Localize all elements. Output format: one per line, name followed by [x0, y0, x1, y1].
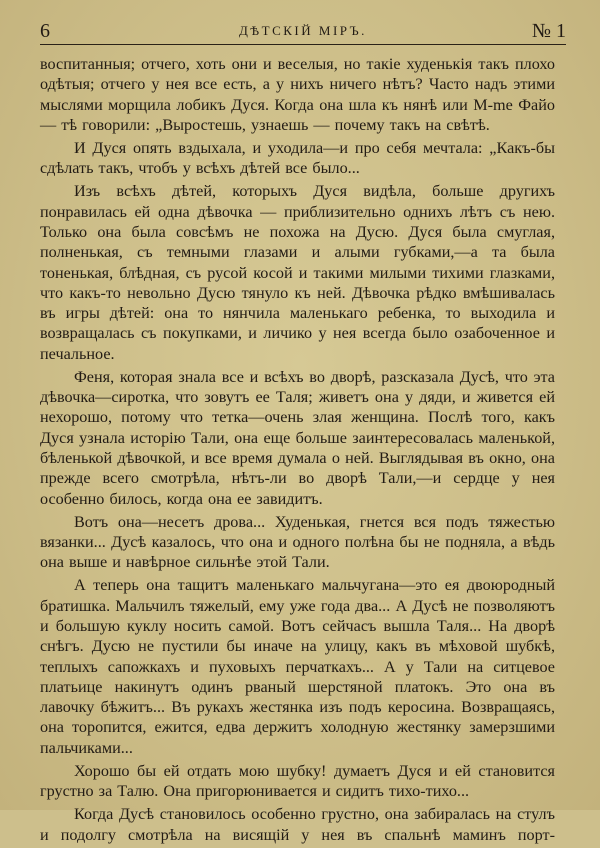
paragraph: Феня, которая знала все и всѣхъ во дворѣ, разсказала Дусѣ, что эта дѣвочка—сиротка, что зовутъ ее Таля; живетъ она у дяди, и живется ей нехорошо, потому что тетка—очень злая женщина. Послѣ того, какъ Дуся узнала исторію Тали, она еще больше заинтересовалась маленькой, бѣленькой дѣвочкой, и все время думала о ней. Выглядывая въ окно, она прежде всего смотрѣла, нѣтъ-ли во дворѣ Тали,—и сердце у нея особенно билось, когда она ее завидитъ. [40, 367, 555, 508]
paragraph: А теперь она тащитъ маленькаго мальчугана—это ея двоюродный братишка. Мальчилъ тяжелый, ему уже года два... А Дусѣ не позволяютъ и большую куклу носить самой. Вотъ сейчасъ вышла Таля... На дворѣ снѣгъ. Дусю не пустили бы иначе на улицу, какъ въ мѣховой шубкѣ, теплыхъ сапожкахъ и пуховыхъ перчаткахъ... А у Тали на ситцевое платьице накинутъ одинъ рваный шерстяной платокъ. Это она въ лавочку бѣжитъ... Въ рукахъ жестянка изъ подъ керосина. Возвращаясь, она торопится, ежится, едва держитъ холодную жестянку замерзшими пальчиками... [40, 576, 555, 757]
paragraph: И Дуся опять вздыхала, и уходила—и про себя мечтала: „Какъ-бы сдѣлать такъ, чтобъ у всѣхъ дѣтей все было... [40, 138, 555, 178]
paragraph: Вотъ она—несетъ дрова... Худенькая, гнется вся подъ тяжестью вязанки... Дусѣ казалось, что она и одного полѣна бы не подняла, а вѣдь она выше и навѣрное сильнѣе этой Тали. [40, 512, 555, 572]
paragraph: Изъ всѣхъ дѣтей, которыхъ Дуся видѣла, больше другихъ понравилась ей одна дѣвочка — приблизительно однихъ лѣтъ съ нею. Только она была совсѣмъ не похожа на Дусю. Дуся была смуглая, полненькая, съ темными глазами и алыми губками,—а та была тоненькая, блѣдная, съ русой косой и такими милыми тихими глазками, что какъ-то невольно Дусю тянуло къ ней. Дѣвочка рѣдко вмѣшивалась въ игры дѣтей: она то нянчила маленькаго ребенка, то выходила и возвращалась съ покупками, и личико у нея всегда было озабоченное и печальное. [40, 182, 555, 363]
paragraph: Хорошо бы ей отдать мою шубку! думаетъ Дуся и ей становится грустно за Талю. Она пригорюнивается и сидитъ тихо-тихо... [40, 761, 555, 801]
body-text [40, 54, 555, 848]
running-head [40, 20, 566, 45]
paragraph: воспитанныя; отчего, хоть они и веселыя, но такіе худенькія такъ плохо одѣтыя; отчего у нея все есть, а у нихъ ничего нѣтъ? Часто надъ этими мыслями морщила лобикъ Дуся. Когда она шла къ нянѣ или М-me Файо — тѣ говорили: „Выростешь, узнаешь — почему такъ на свѣтѣ. [40, 55, 555, 134]
paragraph: Когда Дусѣ становилось особенно грустно, она забиралась на стулъ и подолгу смотрѣла на висящій у нея въ спальнѣ маминъ порт- [40, 805, 555, 844]
journal-title: ДѢТСКІЙ МІРЪ. [239, 23, 367, 38]
page-number: 6 [40, 20, 50, 42]
issue-number: № 1 [531, 20, 566, 42]
